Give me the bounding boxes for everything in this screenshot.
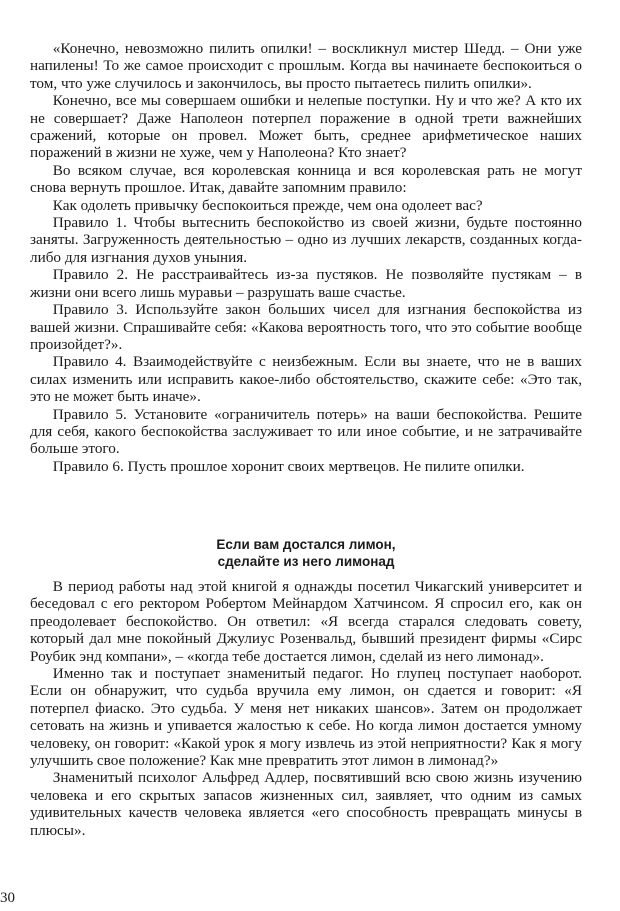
rule-1-paragraph: Правило 1. Чтобы вытеснить беспокойство из своей жизни, будьте постоянно заняты. Загруженность деятельностью – одно из лучших лекарств, созданных когда-либо для изгнания духов уныния. <box>30 214 582 266</box>
section-heading-line-2: сделайте из него лимонад <box>217 554 395 569</box>
paragraph: Знаменитый психолог Альфред Адлер, посвятивший всю свою жизнь изучению человека и его скрытых запасов жизненных сил, заявляет, что одним из самых удивительных качеств человека является «его способность превращать минусы в плюсы». <box>30 769 582 839</box>
paragraph: «Конечно, невозможно пилить опилки! – воскликнул мистер Шедд. – Они уже напилены! То же самое происходит с прошлым. Когда вы начинаете беспокоиться о том, что уже случилось и закончилось, вы просто пытаетесь пилить опилки». <box>30 40 582 92</box>
rule-2-paragraph: Правило 2. Не расстраивайтесь из-за пустяков. Не позволяйте пустякам – в жизни они всего лишь муравьи – разрушать ваше счастье. <box>30 266 582 301</box>
paragraph: Как одолеть привычку беспокоиться прежде, чем она одолеет вас? <box>52 196 483 214</box>
paragraph: Именно так и поступает знаменитый педагог. Но глупец поступает наоборот. Если он обнаружит, что судьба вручила ему лимон, он сдается и говорит: «Я потерпел фиаско. Это судьба. У меня нет никаких шансов». Затем он продолжает сетовать на жизнь и упивается жалостью к себе. Но когда лимон достается умному человеку, он говорит: «Какой урок я могу извлечь из этой неприятности? Как я могу улучшить свое положение? Как мне превратить этот лимон в лимонад?» <box>30 665 582 770</box>
rule-3-paragraph: Правило 3. Используйте закон больших чисел для изгнания беспокойства из вашей жизни. Спрашивайте себя: «Какова вероятность того, что это событие вообще произойдет?». <box>30 301 582 353</box>
section-one-text <box>30 40 582 475</box>
paragraph: В период работы над этой книгой я однажды посетил Чикагский университет и беседовал с его ректором Робертом Мейнардом Хатчинсом. Я спросил его, как он преодолевает беспокойство. Он ответил: «Я всегда старался следовать совету, который дал мне покойный Джулиус Розенвальд, бывший президент фирмы «Сирс Роубик энд компани», – «когда тебе достается лимон, сделай из него лимонад». <box>30 578 582 665</box>
paragraph: Конечно, все мы совершаем ошибки и нелепые поступки. Ну и что же? А кто их не совершает? Даже Наполеон потерпел поражение в одной трети важнейших сражений, которые он провел. Может быть, среднее арифметическое наших поражений в жизни не хуже, чем у Наполеона? Кто знает? <box>30 92 582 162</box>
page-number: 30 <box>0 890 15 906</box>
rule-4-paragraph: Правило 4. Взаимодействуйте с неизбежным. Если вы знаете, что не в ваших силах изменить или исправить какое-либо обстоятельство, скажите себе: «Это так, это не может быть иначе». <box>30 353 582 406</box>
rule-5-paragraph: Правило 5. Установите «ограничитель потерь» на ваши беспокойства. Решите для себя, какого беспокойства заслуживает то или иное событие, и не затрачивайте больше этого. <box>30 405 582 458</box>
section-two-text <box>30 578 582 839</box>
paragraph: Во всяком случае, вся королевская конница и вся королевская рать не могут снова вернуть прошлое. Итак, давайте запомним правило: <box>30 161 582 197</box>
rule-6-paragraph: Правило 6. Пусть прошлое хоронит своих мертвецов. Не пилите опилки. <box>52 457 525 475</box>
section-heading <box>30 536 582 570</box>
section-heading-line-1: Если вам достался лимон, <box>216 537 396 552</box>
